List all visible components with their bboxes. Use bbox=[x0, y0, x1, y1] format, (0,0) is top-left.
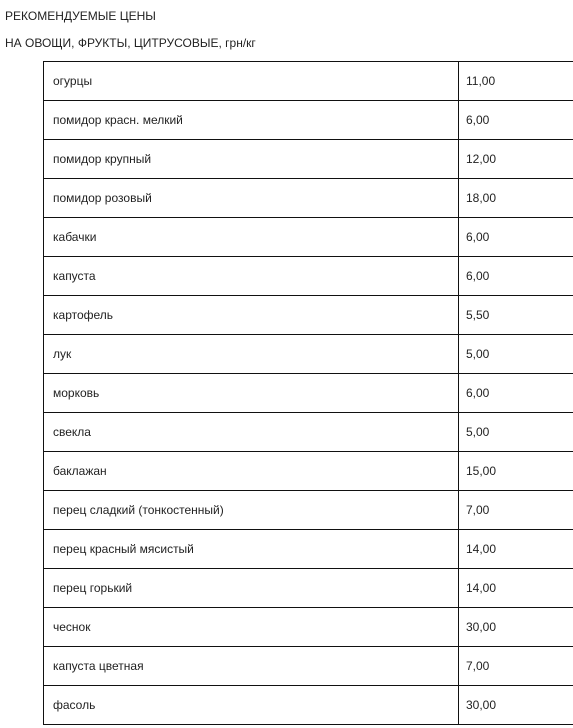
table-row bbox=[44, 608, 573, 647]
product-name-cell: капуста bbox=[44, 257, 459, 296]
price-cell: 5,50 bbox=[459, 296, 573, 335]
product-name-cell: кабачки bbox=[44, 218, 459, 257]
price-cell: 30,00 bbox=[459, 686, 573, 725]
table-row bbox=[44, 530, 573, 569]
product-name-cell: картофель bbox=[44, 296, 459, 335]
price-cell: 14,00 bbox=[459, 569, 573, 608]
table-row bbox=[44, 413, 573, 452]
price-cell: 14,00 bbox=[459, 530, 573, 569]
product-name-cell: баклажан bbox=[44, 452, 459, 491]
table-row bbox=[44, 296, 573, 335]
product-name-cell: чеснок bbox=[44, 608, 459, 647]
price-cell: 6,00 bbox=[459, 101, 573, 140]
price-cell: 6,00 bbox=[459, 218, 573, 257]
price-cell: 5,00 bbox=[459, 335, 573, 374]
price-cell: 6,00 bbox=[459, 374, 573, 413]
table-row bbox=[44, 62, 573, 101]
table-row bbox=[44, 452, 573, 491]
price-table bbox=[43, 61, 573, 725]
table-row bbox=[44, 491, 573, 530]
product-name-cell: перец сладкий (тонкостенный) bbox=[44, 491, 459, 530]
product-name-cell: морковь bbox=[44, 374, 459, 413]
table-row bbox=[44, 101, 573, 140]
table-row bbox=[44, 686, 573, 725]
price-cell: 5,00 bbox=[459, 413, 573, 452]
price-cell: 11,00 bbox=[459, 62, 573, 101]
product-name-cell: свекла bbox=[44, 413, 459, 452]
price-cell: 30,00 bbox=[459, 608, 573, 647]
price-cell: 12,00 bbox=[459, 140, 573, 179]
price-cell: 7,00 bbox=[459, 647, 573, 686]
table-row bbox=[44, 257, 573, 296]
product-name-cell: лук bbox=[44, 335, 459, 374]
product-name-cell: помидор розовый bbox=[44, 179, 459, 218]
table-row bbox=[44, 335, 573, 374]
product-name-cell: капуста цветная bbox=[44, 647, 459, 686]
product-name-cell: помидор красн. мелкий bbox=[44, 101, 459, 140]
page-title: РЕКОМЕНДУЕМЫЕ ЦЕНЫ bbox=[5, 9, 156, 23]
table-row bbox=[44, 374, 573, 413]
table-row bbox=[44, 647, 573, 686]
price-cell: 7,00 bbox=[459, 491, 573, 530]
table-row bbox=[44, 569, 573, 608]
product-name-cell: огурцы bbox=[44, 62, 459, 101]
product-name-cell: помидор крупный bbox=[44, 140, 459, 179]
price-cell: 15,00 bbox=[459, 452, 573, 491]
table-row bbox=[44, 218, 573, 257]
table-row bbox=[44, 140, 573, 179]
product-name-cell: фасоль bbox=[44, 686, 459, 725]
product-name-cell: перец горький bbox=[44, 569, 459, 608]
price-table-body bbox=[44, 62, 573, 725]
price-cell: 18,00 bbox=[459, 179, 573, 218]
table-row bbox=[44, 179, 573, 218]
price-cell: 6,00 bbox=[459, 257, 573, 296]
page-subtitle: НА ОВОЩИ, ФРУКТЫ, ЦИТРУСОВЫЕ, грн/кг bbox=[5, 36, 256, 50]
product-name-cell: перец красный мясистый bbox=[44, 530, 459, 569]
